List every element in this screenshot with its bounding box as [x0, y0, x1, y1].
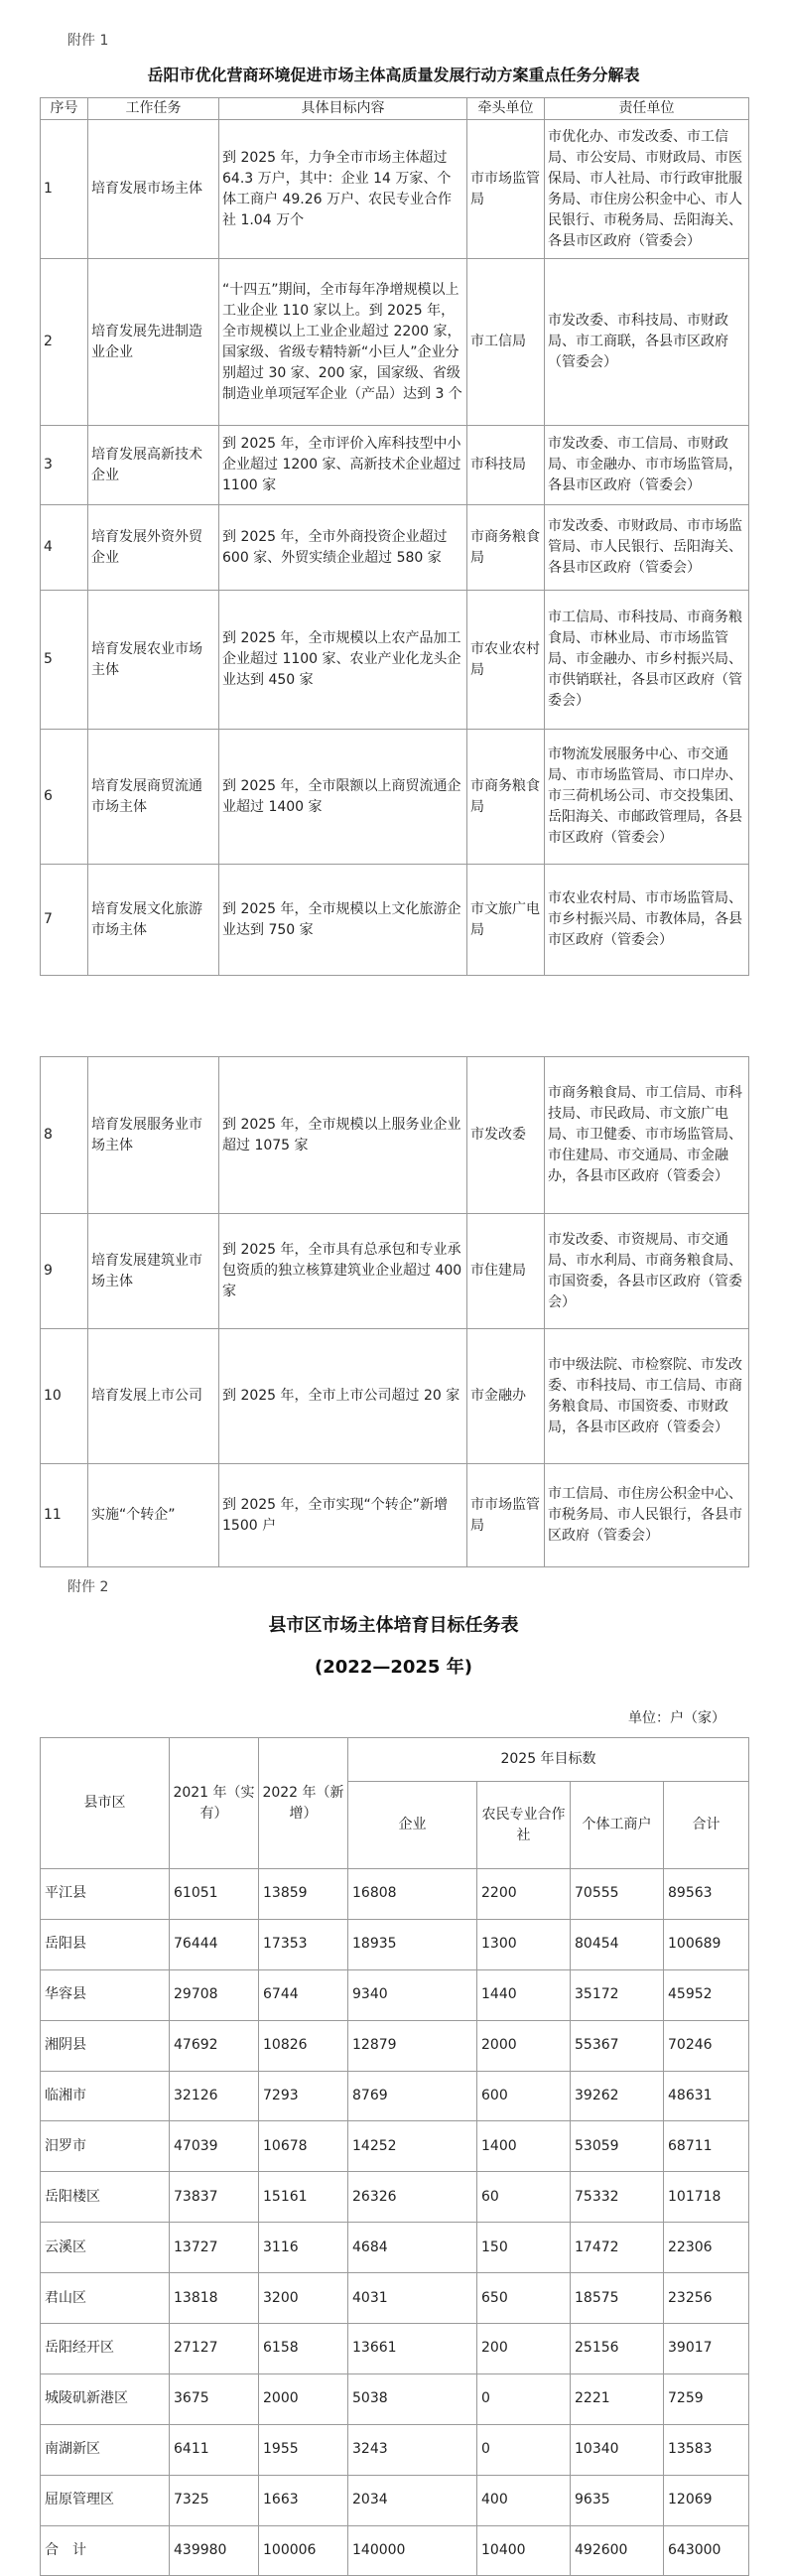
goal-text: 到 2025 年，全市实现“个转企”新增 1500 户	[219, 1464, 467, 1567]
row-number: 1	[41, 120, 88, 259]
target-enterprise-cell: 9340	[348, 1969, 477, 2020]
goal-text: 到 2025 年，全市规模以上农产品加工企业超过 1100 家、农业产业化龙头企业达到 450 家	[219, 591, 467, 730]
responsible-units: 市商务粮食局、市工信局、市科技局、市民政局、市文旅广电局、市卫健委、市市场监管局、市住建局、市交通局、市金融办，各县市区政府（管委会）	[545, 1057, 749, 1214]
county-row	[41, 2273, 749, 2324]
target-total-cell: 48631	[664, 2071, 749, 2121]
count-2021-cell: 47039	[170, 2121, 259, 2172]
responsible-units: 市发改委、市科技局、市财政局、市工商联，各县市区政府（管委会）	[545, 259, 749, 426]
target-enterprise-cell: 4031	[348, 2273, 477, 2324]
responsible-units: 市工信局、市科技局、市商务粮食局、市林业局、市市场监管局、市金融办、市乡村振兴局、市供销联社，各县市区政府（管委会）	[545, 591, 749, 730]
header-goal: 具体目标内容	[219, 98, 467, 120]
task-row	[41, 1464, 749, 1567]
lead-unit: 市市场监管局	[467, 1464, 545, 1567]
header-no: 序号	[41, 98, 88, 120]
target-individual-cell: 80454	[571, 1919, 664, 1969]
annex2-label: 附件 2	[67, 1579, 109, 1595]
task-name: 培育发展商贸流通市场主体	[88, 730, 219, 865]
task-row	[41, 1057, 749, 1214]
target-individual-cell: 2221	[571, 2373, 664, 2424]
goal-text: 到 2025 年，全市具有总承包和专业承包资质的独立核算建筑业企业超过 400 家	[219, 1214, 467, 1329]
new-2022-cell: 17353	[259, 1919, 348, 1969]
annex1-label: 附件 1	[67, 33, 109, 49]
task-name: 培育发展外资外贸企业	[88, 505, 219, 591]
responsible-units: 市中级法院、市检察院、市发改委、市科技局、市工信局、市商务粮食局、市国资委、市财政局，各县市区政府（管委会）	[545, 1329, 749, 1464]
header-lead: 牵头单位	[467, 98, 545, 120]
target-individual-cell: 70555	[571, 1869, 664, 1920]
county-cell: 平江县	[41, 1869, 170, 1920]
county-row	[41, 2172, 749, 2223]
target-enterprise-cell: 14252	[348, 2121, 477, 2172]
responsible-units: 市物流发展服务中心、市交通局、市市场监管局、市口岸办、市三荷机场公司、市交投集团、岳阳海关、市邮政管理局，各县市区政府（管委会）	[545, 730, 749, 865]
count-2021-cell: 7325	[170, 2475, 259, 2525]
lead-unit: 市科技局	[467, 426, 545, 505]
count-2021-cell: 32126	[170, 2071, 259, 2121]
task-name: 培育发展农业市场主体	[88, 591, 219, 730]
task-row	[41, 505, 749, 591]
target-individual-cell: 39262	[571, 2071, 664, 2121]
count-2021-cell: 29708	[170, 1969, 259, 2020]
count-2021-cell: 6411	[170, 2424, 259, 2475]
count-2021-cell: 3675	[170, 2373, 259, 2424]
lead-unit: 市农业农村局	[467, 591, 545, 730]
task-table-continued	[40, 1056, 749, 1567]
target-total-cell: 70246	[664, 2020, 749, 2071]
county-row	[41, 2020, 749, 2071]
target-enterprise-cell: 18935	[348, 1919, 477, 1969]
target-individual-cell: 9635	[571, 2475, 664, 2525]
target-enterprise-cell: 4684	[348, 2223, 477, 2273]
new-2022-cell: 6744	[259, 1969, 348, 2020]
goal-text: 到 2025 年，全市外商投资企业超过 600 家、外贸实绩企业超过 580 家	[219, 505, 467, 591]
target-coop-cell: 2000	[477, 2020, 571, 2071]
target-individual-cell: 53059	[571, 2121, 664, 2172]
lead-unit: 市商务粮食局	[467, 505, 545, 591]
header-task: 工作任务	[88, 98, 219, 120]
task-row	[41, 730, 749, 865]
responsible-units: 市优化办、市发改委、市工信局、市公安局、市财政局、市医保局、市人社局、市行政审批服务局、市住房公积金中心、市人民银行、市税务局、岳阳海关、各县市区政府（管委会）	[545, 120, 749, 259]
target-coop-cell: 0	[477, 2373, 571, 2424]
target-individual-cell: 17472	[571, 2223, 664, 2273]
count-2021-cell: 47692	[170, 2020, 259, 2071]
new-2022-cell: 13859	[259, 1869, 348, 1920]
county-row	[41, 2373, 749, 2424]
target-coop-cell: 200	[477, 2324, 571, 2374]
target-coop-cell: 650	[477, 2273, 571, 2324]
lead-unit: 市文旅广电局	[467, 865, 545, 976]
new-2022-cell: 6158	[259, 2324, 348, 2374]
row-number: 6	[41, 730, 88, 865]
unit-label: 单位：户（家）	[628, 1710, 725, 1726]
task-name: 培育发展文化旅游市场主体	[88, 865, 219, 976]
county-cell: 云溪区	[41, 2223, 170, 2273]
county-row	[41, 2223, 749, 2273]
task-name: 培育发展先进制造业企业	[88, 259, 219, 426]
row-number: 4	[41, 505, 88, 591]
task-row	[41, 1214, 749, 1329]
target-individual-cell: 10340	[571, 2424, 664, 2475]
annex1-title: 岳阳市优化营商环境促进市场主体高质量发展行动方案重点任务分解表	[147, 66, 640, 84]
responsible-units: 市发改委、市工信局、市财政局、市金融办、市市场监管局，各县市区政府（管委会）	[545, 426, 749, 505]
lead-unit: 市工信局	[467, 259, 545, 426]
target-individual-cell: 492600	[571, 2525, 664, 2576]
count-2021-cell: 73837	[170, 2172, 259, 2223]
target-coop-cell: 10400	[477, 2525, 571, 2576]
target-individual-cell: 55367	[571, 2020, 664, 2071]
county-cell: 城陵矶新港区	[41, 2373, 170, 2424]
new-2022-cell: 7293	[259, 2071, 348, 2121]
target-enterprise-cell: 26326	[348, 2172, 477, 2223]
target-total-cell: 13583	[664, 2424, 749, 2475]
task-name: 培育发展建筑业市场主体	[88, 1214, 219, 1329]
goal-text: 到 2025 年，全市限额以上商贸流通企业超过 1400 家	[219, 730, 467, 865]
row-number: 2	[41, 259, 88, 426]
row-number: 7	[41, 865, 88, 976]
header-individual: 个体工商户	[571, 1782, 664, 1869]
target-enterprise-cell: 2034	[348, 2475, 477, 2525]
target-coop-cell: 1400	[477, 2121, 571, 2172]
lead-unit: 市市场监管局	[467, 120, 545, 259]
header-enterprise: 企业	[348, 1782, 477, 1869]
county-cell: 岳阳楼区	[41, 2172, 170, 2223]
header-total: 合计	[664, 1782, 749, 1869]
new-2022-cell: 10826	[259, 2020, 348, 2071]
target-total-cell: 22306	[664, 2223, 749, 2273]
goal-text: 到 2025 年，全市规模以上服务业企业超过 1075 家	[219, 1057, 467, 1214]
task-row	[41, 426, 749, 505]
count-2021-cell: 13818	[170, 2273, 259, 2324]
county-cell: 华容县	[41, 1969, 170, 2020]
row-number: 11	[41, 1464, 88, 1567]
lead-unit: 市发改委	[467, 1057, 545, 1214]
header-row	[41, 98, 749, 120]
new-2022-cell: 1663	[259, 2475, 348, 2525]
task-row	[41, 120, 749, 259]
row-number: 9	[41, 1214, 88, 1329]
target-total-cell: 23256	[664, 2273, 749, 2324]
header-2025-target: 2025 年目标数	[348, 1738, 749, 1782]
county-row	[41, 2071, 749, 2121]
target-enterprise-cell: 13661	[348, 2324, 477, 2374]
task-row	[41, 865, 749, 976]
responsible-units: 市农业农村局、市市场监管局、市乡村振兴局、市教体局，各县市区政府（管委会）	[545, 865, 749, 976]
target-individual-cell: 25156	[571, 2324, 664, 2374]
county-cell: 岳阳经开区	[41, 2324, 170, 2374]
target-total-cell: 89563	[664, 1869, 749, 1920]
target-coop-cell: 60	[477, 2172, 571, 2223]
goal-text: “十四五”期间，全市每年净增规模以上工业企业 110 家以上。到 2025 年，全市规模以上工业企业超过 2200 家，国家级、省级专精特新“小巨人”企业分别超过 30 家、200 家，国家级、省级制造业单项冠军企业（产品）达到 3 个	[219, 259, 467, 426]
target-enterprise-cell: 5038	[348, 2373, 477, 2424]
row-number: 10	[41, 1329, 88, 1464]
target-total-cell: 45952	[664, 1969, 749, 2020]
target-coop-cell: 1440	[477, 1969, 571, 2020]
county-row	[41, 2475, 749, 2525]
county-row	[41, 2424, 749, 2475]
row-number: 8	[41, 1057, 88, 1214]
responsible-units: 市工信局、市住房公积金中心、市税务局、市人民银行，各县市区政府（管委会）	[545, 1464, 749, 1567]
goal-text: 到 2025 年，全市评价入库科技型中小企业超过 1200 家、高新技术企业超过 1100 家	[219, 426, 467, 505]
header-2021: 2021 年（实有）	[170, 1738, 259, 1869]
count-2021-cell: 76444	[170, 1919, 259, 1969]
header-resp: 责任单位	[545, 98, 749, 120]
county-cell: 屈原管理区	[41, 2475, 170, 2525]
target-enterprise-cell: 12879	[348, 2020, 477, 2071]
county-cell: 临湘市	[41, 2071, 170, 2121]
goal-text: 到 2025 年，全市规模以上文化旅游企业达到 750 家	[219, 865, 467, 976]
county-row	[41, 1969, 749, 2020]
new-2022-cell: 2000	[259, 2373, 348, 2424]
county-row	[41, 2121, 749, 2172]
task-name: 培育发展服务业市场主体	[88, 1057, 219, 1214]
county-cell: 合 计	[41, 2525, 170, 2576]
responsible-units: 市发改委、市资规局、市交通局、市水利局、市商务粮食局、市国资委，各县市区政府（管委会）	[545, 1214, 749, 1329]
header-county: 县市区	[41, 1738, 170, 1869]
new-2022-cell: 100006	[259, 2525, 348, 2576]
task-row	[41, 591, 749, 730]
county-row	[41, 2525, 749, 2576]
target-enterprise-cell: 8769	[348, 2071, 477, 2121]
target-coop-cell: 2200	[477, 1869, 571, 1920]
target-total-cell: 100689	[664, 1919, 749, 1969]
responsible-units: 市发改委、市财政局、市市场监管局、市人民银行、岳阳海关、各县市区政府（管委会）	[545, 505, 749, 591]
county-cell: 汨罗市	[41, 2121, 170, 2172]
target-enterprise-cell: 16808	[348, 1869, 477, 1920]
row-number: 3	[41, 426, 88, 505]
task-name: 培育发展上市公司	[88, 1329, 219, 1464]
county-cell: 岳阳县	[41, 1919, 170, 1969]
task-row	[41, 1329, 749, 1464]
count-2021-cell: 61051	[170, 1869, 259, 1920]
task-name: 培育发展市场主体	[88, 120, 219, 259]
lead-unit: 市金融办	[467, 1329, 545, 1464]
count-2021-cell: 13727	[170, 2223, 259, 2273]
county-cell: 南湖新区	[41, 2424, 170, 2475]
target-individual-cell: 18575	[571, 2273, 664, 2324]
target-enterprise-cell: 3243	[348, 2424, 477, 2475]
county-row	[41, 1919, 749, 1969]
target-enterprise-cell: 140000	[348, 2525, 477, 2576]
task-table	[40, 97, 749, 976]
lead-unit: 市商务粮食局	[467, 730, 545, 865]
target-total-cell: 12069	[664, 2475, 749, 2525]
target-coop-cell: 150	[477, 2223, 571, 2273]
new-2022-cell: 3116	[259, 2223, 348, 2273]
row-number: 5	[41, 591, 88, 730]
lead-unit: 市住建局	[467, 1214, 545, 1329]
target-total-cell: 101718	[664, 2172, 749, 2223]
target-coop-cell: 600	[477, 2071, 571, 2121]
annex2-title: 县市区市场主体培育目标任务表	[268, 1615, 519, 1636]
target-total-cell: 68711	[664, 2121, 749, 2172]
new-2022-cell: 15161	[259, 2172, 348, 2223]
count-2021-cell: 27127	[170, 2324, 259, 2374]
new-2022-cell: 3200	[259, 2273, 348, 2324]
county-row	[41, 2324, 749, 2374]
target-individual-cell: 35172	[571, 1969, 664, 2020]
new-2022-cell: 1955	[259, 2424, 348, 2475]
header-coop: 农民专业合作社	[477, 1782, 571, 1869]
goal-text: 到 2025 年，力争全市市场主体超过 64.3 万户，其中：企业 14 万家、个体工商户 49.26 万户、农民专业合作社 1.04 万个	[219, 120, 467, 259]
task-name: 实施“个转企”	[88, 1464, 219, 1567]
target-table	[40, 1737, 749, 2576]
target-individual-cell: 75332	[571, 2172, 664, 2223]
count-2021-cell: 439980	[170, 2525, 259, 2576]
target-coop-cell: 400	[477, 2475, 571, 2525]
county-cell: 君山区	[41, 2273, 170, 2324]
target-total-cell: 7259	[664, 2373, 749, 2424]
annex2-subtitle: (2022—2025 年)	[315, 1657, 472, 1678]
county-row	[41, 1869, 749, 1920]
target-coop-cell: 0	[477, 2424, 571, 2475]
task-row	[41, 259, 749, 426]
task-name: 培育发展高新技术企业	[88, 426, 219, 505]
county-cell: 湘阴县	[41, 2020, 170, 2071]
new-2022-cell: 10678	[259, 2121, 348, 2172]
goal-text: 到 2025 年，全市上市公司超过 20 家	[219, 1329, 467, 1464]
header-2022: 2022 年（新增）	[259, 1738, 348, 1869]
target-coop-cell: 1300	[477, 1919, 571, 1969]
target-total-cell: 39017	[664, 2324, 749, 2374]
target-total-cell: 643000	[664, 2525, 749, 2576]
